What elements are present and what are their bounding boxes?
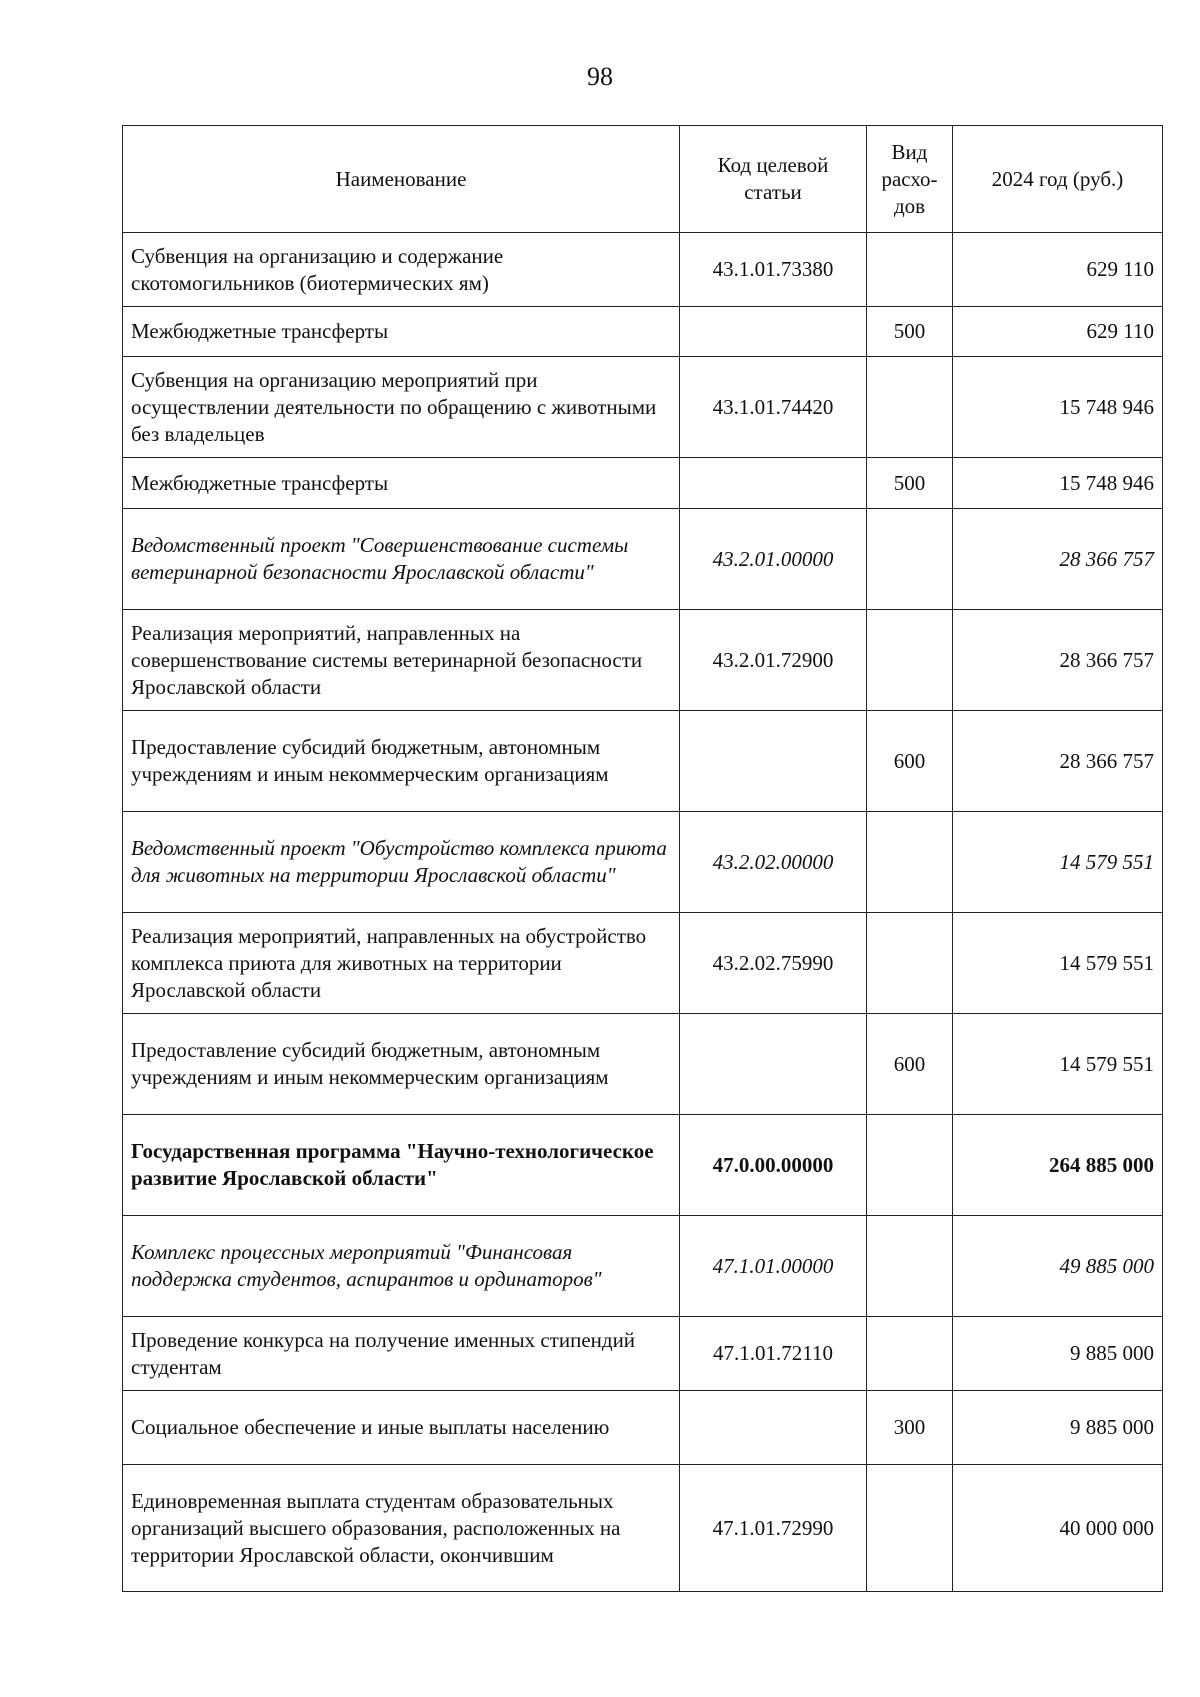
table-row (123, 1317, 1163, 1391)
row-code (680, 1391, 867, 1465)
row-name: Предоставление субсидий бюджетным, автономным учреждениям и иным некоммерческим организациям (123, 711, 680, 812)
row-code: 47.1.01.72110 (680, 1317, 867, 1391)
row-kind (867, 610, 953, 711)
row-code: 47.1.01.72990 (680, 1465, 867, 1592)
row-amount: 28 366 757 (953, 610, 1163, 711)
row-kind (867, 1115, 953, 1216)
header-kind: Вид расхо-дов (867, 126, 953, 233)
row-kind (867, 233, 953, 307)
row-amount: 28 366 757 (953, 509, 1163, 610)
row-name: Реализация мероприятий, направленных на совершенствование системы ветеринарной безопасности Ярославской области (123, 610, 680, 711)
table-row (123, 711, 1163, 812)
row-kind: 300 (867, 1391, 953, 1465)
header-year: 2024 год (руб.) (953, 126, 1163, 233)
table-row (123, 1216, 1163, 1317)
row-kind (867, 1465, 953, 1592)
row-amount: 14 579 551 (953, 812, 1163, 913)
table-row (123, 307, 1163, 357)
row-name: Единовременная выплата студентам образовательных организаций высшего образования, расположенных на территории Ярославской области, окончившим (123, 1465, 680, 1592)
row-kind (867, 1317, 953, 1391)
table-header-row (123, 126, 1163, 233)
row-code: 43.1.01.73380 (680, 233, 867, 307)
row-name: Межбюджетные трансферты (123, 307, 680, 357)
table-row (123, 1014, 1163, 1115)
row-amount: 15 748 946 (953, 458, 1163, 509)
row-amount: 15 748 946 (953, 357, 1163, 458)
row-name: Реализация мероприятий, направленных на обустройство комплекса приюта для животных на территории Ярославской области (123, 913, 680, 1014)
row-code: 47.1.01.00000 (680, 1216, 867, 1317)
row-kind (867, 1216, 953, 1317)
row-amount: 14 579 551 (953, 913, 1163, 1014)
row-name: Ведомственный проект "Совершенствование системы ветеринарной безопасности Ярославской области" (123, 509, 680, 610)
table-row (123, 1391, 1163, 1465)
header-code: Код целевой статьи (680, 126, 867, 233)
row-name: Субвенция на организацию мероприятий при осуществлении деятельности по обращению с животными без владельцев (123, 357, 680, 458)
row-code: 43.2.02.75990 (680, 913, 867, 1014)
table-row (123, 1115, 1163, 1216)
row-name: Межбюджетные трансферты (123, 458, 680, 509)
row-code: 43.2.01.00000 (680, 509, 867, 610)
row-amount: 9 885 000 (953, 1391, 1163, 1465)
table-row (123, 610, 1163, 711)
table-row (123, 357, 1163, 458)
row-kind: 600 (867, 711, 953, 812)
row-amount: 40 000 000 (953, 1465, 1163, 1592)
table-body (123, 233, 1163, 1592)
row-name: Государственная программа "Научно-технологическое развитие Ярославской области" (123, 1115, 680, 1216)
row-amount: 629 110 (953, 307, 1163, 357)
row-name: Проведение конкурса на получение именных стипендий студентам (123, 1317, 680, 1391)
table-row (123, 458, 1163, 509)
table-row (123, 509, 1163, 610)
row-name: Предоставление субсидий бюджетным, автономным учреждениям и иным некоммерческим организациям (123, 1014, 680, 1115)
row-name: Ведомственный проект "Обустройство комплекса приюта для животных на территории Ярославской области" (123, 812, 680, 913)
row-code (680, 307, 867, 357)
table-row (123, 1465, 1163, 1592)
row-code (680, 1014, 867, 1115)
row-amount: 264 885 000 (953, 1115, 1163, 1216)
row-name: Социальное обеспечение и иные выплаты населению (123, 1391, 680, 1465)
header-name: Наименование (123, 126, 680, 233)
row-kind (867, 509, 953, 610)
row-amount: 14 579 551 (953, 1014, 1163, 1115)
row-amount: 28 366 757 (953, 711, 1163, 812)
row-code: 47.0.00.00000 (680, 1115, 867, 1216)
row-kind: 500 (867, 458, 953, 509)
page-number: 98 (587, 62, 613, 91)
row-code: 43.2.02.00000 (680, 812, 867, 913)
row-amount: 49 885 000 (953, 1216, 1163, 1317)
row-amount: 9 885 000 (953, 1317, 1163, 1391)
row-kind (867, 913, 953, 1014)
row-kind: 500 (867, 307, 953, 357)
row-kind (867, 357, 953, 458)
row-name: Комплекс процессных мероприятий "Финансовая поддержка студентов, аспирантов и ординаторов" (123, 1216, 680, 1317)
table-row (123, 913, 1163, 1014)
row-code (680, 711, 867, 812)
row-amount: 629 110 (953, 233, 1163, 307)
row-code (680, 458, 867, 509)
row-kind: 600 (867, 1014, 953, 1115)
row-name: Субвенция на организацию и содержание скотомогильников (биотермических ям) (123, 233, 680, 307)
table-row (123, 233, 1163, 307)
row-kind (867, 812, 953, 913)
budget-table (122, 125, 1163, 1592)
row-code: 43.1.01.74420 (680, 357, 867, 458)
table-row (123, 812, 1163, 913)
row-code: 43.2.01.72900 (680, 610, 867, 711)
